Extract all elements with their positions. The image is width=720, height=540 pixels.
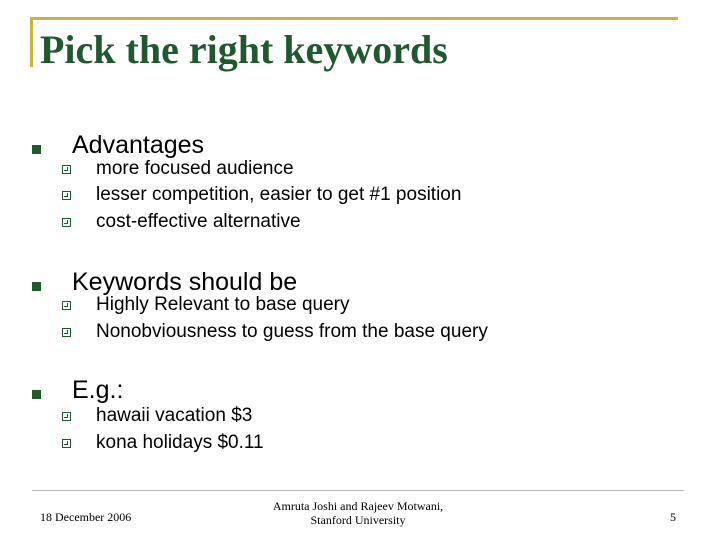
footer-authors-line1: Amruta Joshi and Rajeev Motwani, bbox=[272, 499, 444, 513]
bullet-keywords bbox=[30, 268, 298, 296]
checkbox-bullet-icon bbox=[62, 439, 71, 448]
footer-authors bbox=[258, 499, 458, 527]
bullet-heading: E.g.: bbox=[72, 376, 124, 404]
bullet-heading: Keywords should be bbox=[72, 268, 298, 296]
sub-bullet-text: Nonobviousness to guess from the base query bbox=[96, 321, 488, 342]
sub-bullet-text: hawaii vacation $3 bbox=[96, 405, 253, 426]
sub-bullet-text: cost-effective alternative bbox=[96, 211, 301, 232]
footer-date: 18 December 2006 bbox=[40, 510, 132, 524]
sub-bullet-text: Highly Relevant to base query bbox=[96, 294, 350, 315]
bullet-heading: Advantages bbox=[72, 131, 205, 159]
bullet-example bbox=[30, 376, 124, 404]
checkbox-bullet-icon bbox=[62, 301, 71, 310]
page-number: 5 bbox=[670, 510, 676, 524]
checkbox-bullet-icon bbox=[62, 165, 71, 174]
checkbox-bullet-icon bbox=[62, 218, 71, 227]
square-bullet-icon bbox=[32, 145, 41, 154]
checkbox-bullet-icon bbox=[62, 412, 71, 421]
bullet-advantages bbox=[30, 131, 205, 159]
footer-divider bbox=[32, 490, 684, 491]
footer-authors-line2: Stanford University bbox=[310, 513, 406, 527]
checkbox-bullet-icon bbox=[62, 191, 71, 200]
sub-bullet-text: kona holidays $0.11 bbox=[96, 432, 264, 453]
checkbox-bullet-icon bbox=[62, 328, 71, 337]
square-bullet-icon bbox=[32, 390, 41, 399]
square-bullet-icon bbox=[32, 282, 41, 291]
slide-title: Pick the right keywords bbox=[40, 27, 448, 72]
sub-bullet-text: lesser competition, easier to get #1 position bbox=[96, 184, 462, 205]
sub-bullet-text: more focused audience bbox=[96, 158, 294, 179]
